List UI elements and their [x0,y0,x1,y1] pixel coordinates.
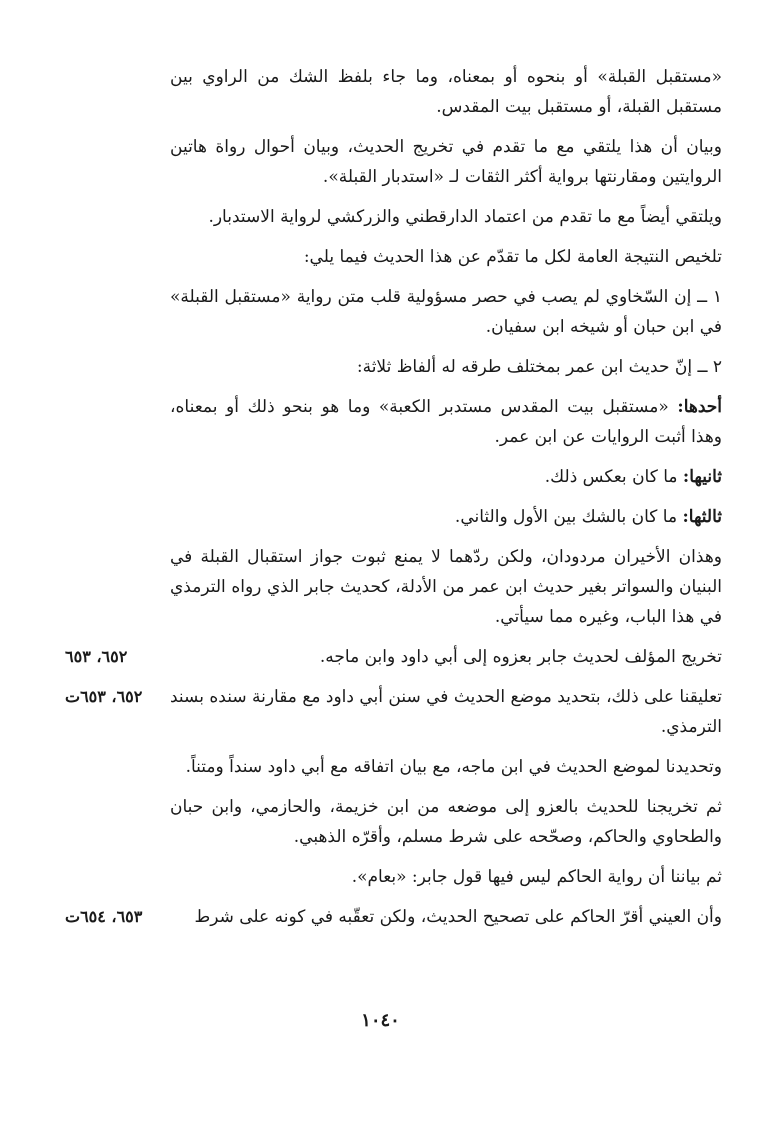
paragraph-10: وهذان الأخيران مردودان، ولكن ردّهما لا يمنع ثبوت جواز استقبال القبلة في البنيان والسواتر بغير حديث ابن عمر من الأدلة، كحديث جابر الذي رواه الترمذي في هذا الباب، وغيره مما سيأتي. [170,547,722,627]
page-number: ١٠٤٠ [361,1010,400,1031]
paragraph-8: ثانيها: ما كان بعكس ذلك. [544,467,722,487]
paragraph-7: أحدها: «مستقبل بيت المقدس مستدبر الكعبة» وما هو بنحو ذلك أو بمعناه، وهذا أثبت الروايات عن ابن عمر. [170,397,722,447]
margin-reference: ٦٥٣، ٦٥٤ت [65,907,143,926]
paragraph-14: ثم تخريجنا للحديث بالعزو إلى موضعه من ابن خزيمة، والحازمي، وابن حبان والطحاوي والحاكم، وصحّحه على شرط مسلم، وأقرّه الذهبي. [170,797,722,847]
main-text-column [65,62,722,942]
paragraph-label: ثالثها: [682,507,722,527]
paragraph-9: ثالثها: ما كان بالشك بين الأول والثاني. [454,507,722,527]
paragraph-label: أحدها: [677,397,722,417]
paragraph-13: وتحديدنا لموضع الحديث في ابن ماجه، مع بيان اتفاقه مع أبي داود سنداً ومتناً. [185,757,722,777]
margin-reference: ٦٥٢، ٦٥٣ [65,647,128,666]
margin-reference: ٦٥٢، ٦٥٣ت [65,687,143,706]
paragraph-1: «مستقبل القبلة» أو بنحوه أو بمعناه، وما جاء بلفظ الشك من الراوي بين مستقبل القبلة، أو مستقبل بيت المقدس. [170,67,722,117]
paragraph-2: وبيان أن هذا يلتقي مع ما تقدم في تخريج الحديث، وبيان أحوال رواة هاتين الروايتين ومقارنتها برواية أكثر الثقات لـ «استدبار القبلة». [170,137,722,187]
paragraph-6: ٢ ــ إنّ حديث ابن عمر بمختلف طرقه له ألفاظ ثلاثة: [356,357,722,377]
paragraph-3: ويلتقي أيضاً مع ما تقدم من اعتماد الدارقطني والزركشي لرواية الاستدبار. [208,207,722,227]
paragraph-label: ثانيها: [682,467,722,487]
paragraph-11: تخريج المؤلف لحديث جابر بعزوه إلى أبي داود وابن ماجه. ٦٥٢، ٦٥٣ [170,642,722,672]
paragraph-15: ثم بياننا أن رواية الحاكم ليس فيها قول جابر: «بعام». [351,867,722,887]
paragraph-5: ١ ــ إن السّخاوي لم يصب في حصر مسؤولية قلب متن رواية «مستقبل القبلة» في ابن حبان أو شيخه ابن سفيان. [170,287,722,337]
paragraph-4: تلخيص النتيجة العامة لكل ما تقدّم عن هذا الحديث فيما يلي: [303,247,722,267]
paragraph-16: وأن العيني أقرّ الحاكم على تصحيح الحديث، ولكن تعقّبه في كونه على شرط ٦٥٣، ٦٥٤ت [170,902,722,932]
paragraph-12: تعليقنا على ذلك، بتحديد موضع الحديث في سنن أبي داود مع مقارنة سنده بسند الترمذي. ٦٥٢، ٦٥٣ت [170,682,722,742]
